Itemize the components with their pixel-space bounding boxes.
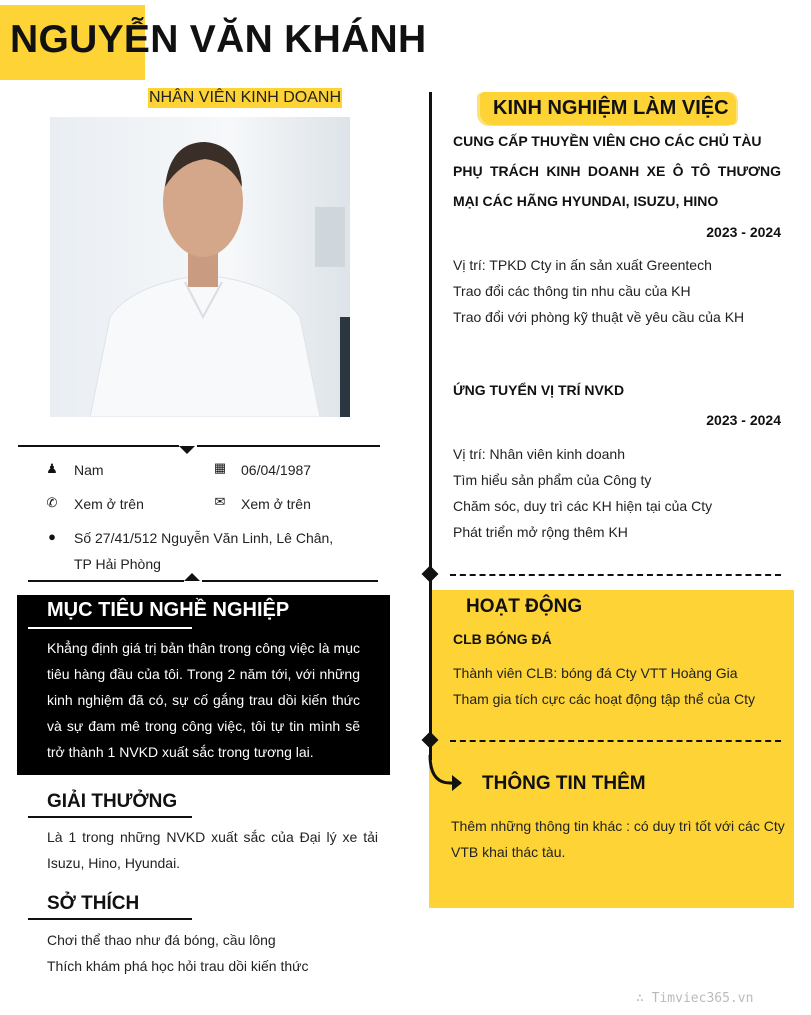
divider — [18, 445, 179, 447]
hobby-item: Thích khám phá học hỏi trau dồi kiến thức — [47, 958, 309, 974]
awards-title: GIẢI THƯỞNG — [47, 791, 178, 812]
email-icon: ✉ — [214, 494, 226, 509]
job-detail: Trao đổi các thông tin nhu cầu của KH — [453, 283, 691, 299]
job-detail: Tìm hiểu sản phẩm của Công ty — [453, 472, 652, 488]
calendar-icon: ▦ — [213, 460, 227, 475]
location-pin-icon: ● — [48, 529, 56, 544]
phone-icon: ✆ — [46, 495, 58, 510]
divider — [202, 580, 378, 582]
title-underline — [28, 918, 192, 920]
objective-title: MỤC TIÊU NGHỀ NGHIỆP — [47, 599, 290, 621]
dashed-divider — [450, 574, 781, 576]
job-company: ỨNG TUYỂN VỊ TRÍ NVKD — [453, 382, 625, 398]
job-company: MẠI CÁC HÃNG HYUNDAI, ISUZU, HINO — [453, 193, 719, 209]
dashed-divider — [450, 740, 781, 742]
user-icon: ♟ — [46, 461, 58, 476]
address-line2: TP Hải Phòng — [74, 556, 161, 572]
job-detail: Phát triển mở rộng thêm KH — [453, 524, 628, 540]
divider — [28, 580, 184, 582]
awards-text: Là 1 trong những NVKD xuất sắc của Đại lý xe tải Isuzu, Hino, Hyundai. — [47, 829, 378, 871]
job-title: NHÂN VIÊN KINH DOANH — [149, 89, 342, 106]
divider-arrow — [179, 446, 195, 454]
objective-text: Khẳng định giá trị bản thân trong công việc là mục tiêu hàng đầu của tôi. Trong 2 năm tới, với những kinh nghiệm đã có, sự cố gắng trau dồi kiến thức và sự đam mê trong công việc, tôi tự tin mình sẽ trở thành 1 NVKD xuất sắc trong tương lai. — [47, 640, 360, 760]
job-period: 2023 - 2024 — [706, 412, 781, 428]
activities-title: HOẠT ĐỘNG — [466, 596, 583, 617]
phone: Xem ở trên — [74, 496, 144, 512]
address-line1: Số 27/41/512 Nguyễn Văn Linh, Lê Chân, — [74, 530, 334, 546]
timeline-line — [429, 92, 432, 760]
more-info-title: THÔNG TIN THÊM — [482, 773, 646, 794]
job-detail: Vị trí: TPKD Cty in ấn sản xuất Greentech — [453, 257, 712, 273]
more-info-text: Thêm những thông tin khác : có duy trì tốt với các Cty VTB khai thác tàu. — [451, 818, 785, 860]
hobby-item: Chơi thể thao như đá bóng, cầu lông — [47, 932, 276, 948]
arrow-right-icon — [428, 755, 468, 795]
title-underline — [28, 816, 192, 818]
divider-arrow — [184, 573, 200, 581]
activity-detail: Thành viên CLB: bóng đá Cty VTT Hoàng Gia — [453, 665, 738, 681]
candidate-name: NGUYỄN VĂN KHÁNH — [10, 18, 427, 61]
profile-photo — [50, 117, 350, 417]
experience-title: KINH NGHIỆM LÀM VIỆC — [493, 97, 729, 119]
job-company: CUNG CẤP THUYỀN VIÊN CHO CÁC CHỦ TÀU — [453, 133, 762, 149]
email: Xem ở trên — [241, 496, 311, 512]
activity-org: CLB BÓNG ĐÁ — [453, 631, 552, 647]
job-company: PHỤ TRÁCH KINH DOANH XE Ô TÔ THƯƠNG — [453, 163, 781, 179]
activity-detail: Tham gia tích cực các hoạt động tập thể của Cty — [453, 691, 755, 707]
watermark: ∴ Timviec365.vn — [636, 991, 754, 1006]
job-detail: Trao đổi với phòng kỹ thuật về yêu cầu của KH — [453, 309, 745, 325]
timeline-diamond — [422, 566, 439, 583]
job-period: 2023 - 2024 — [706, 224, 781, 240]
title-underline — [28, 627, 192, 629]
birthday: 06/04/1987 — [241, 462, 312, 478]
job-detail: Vị trí: Nhân viên kinh doanh — [453, 446, 625, 462]
divider — [197, 445, 380, 447]
job-detail: Chăm sóc, duy trì các KH hiện tại của Cty — [453, 498, 713, 514]
gender: Nam — [74, 462, 104, 478]
hobbies-title: SỞ THÍCH — [47, 893, 140, 914]
